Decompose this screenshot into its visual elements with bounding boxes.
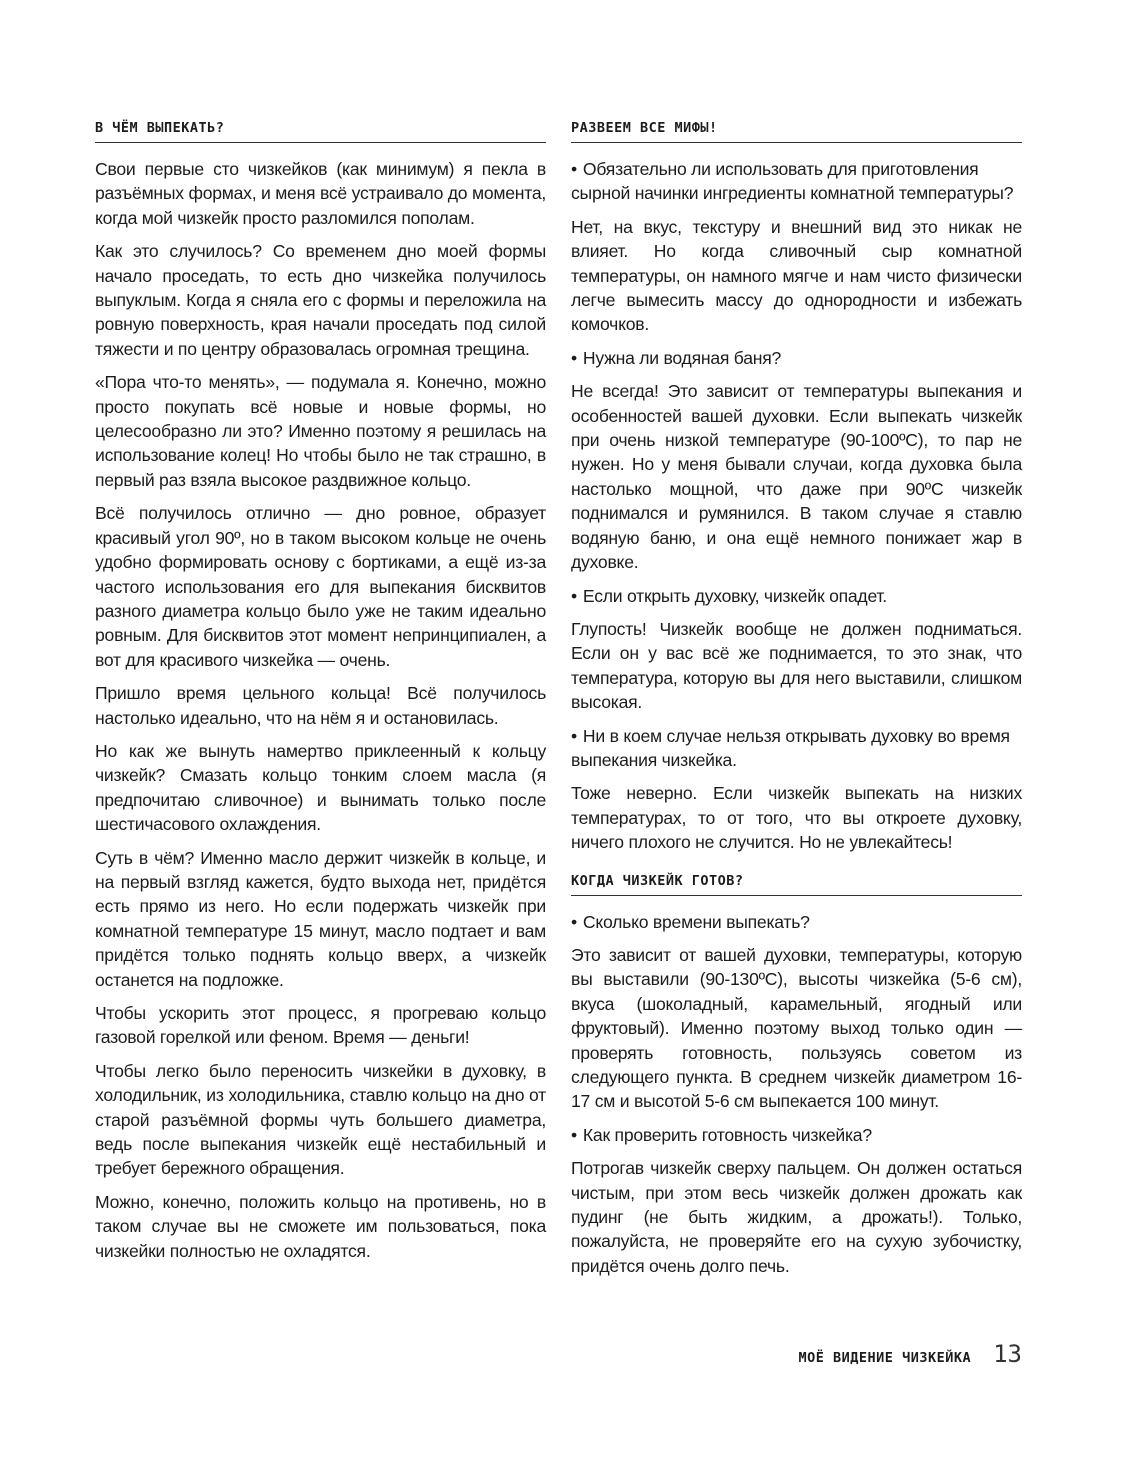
myth-answer: Нет, на вкус, текстуру и внешний вид это никак не влияет. Но когда сливочный сыр комнатной температуры, он намного мягче и нам чисто физически легче вымесить массу до однородности и избежать комочков. bbox=[571, 216, 1022, 335]
section-heading-ready: КОГДА ЧИЗКЕЙК ГОТОВ? bbox=[571, 871, 1022, 896]
paragraph: Можно, конечно, положить кольцо на противень, но в таком случае вы не сможете им пользоваться, пока чизкейки полностью не охладятся. bbox=[95, 1191, 546, 1261]
paragraph: Суть в чём? Именно масло держит чизкейк в кольце, и на первый взгляд кажется, будто выхода нет, придётся есть прямо из него. Но если подержать чизкейк при комнатной температуре 15 минут, масло подтает и вам придётся только поднять кольцо вверх, а чизкейк останется на подложке. bbox=[95, 847, 546, 990]
ready-question: • Как проверить готовность чизкейка? bbox=[571, 1124, 872, 1145]
running-title: МОЁ ВИДЕНИЕ ЧИЗКЕЙКА bbox=[798, 1350, 972, 1366]
myth-answer: Глупость! Чизкейк вообще не должен подниматься. Если он у вас всё же поднимается, то это знак, что температура, которую вы для него выставили, слишком высокая. bbox=[571, 618, 1022, 713]
paragraph: Свои первые сто чизкейков (как минимум) я пекла в разъёмных формах, и меня всё устраивало до момента, когда мой чизкейк просто разломился пополам. bbox=[95, 159, 546, 228]
paragraph: Но как же вынуть намертво приклеенный к кольцу чизкейк? Смазать кольцо тонким слоем масла (я предпочитаю сливочное) и вынимать только после шестичасового охлаждения. bbox=[95, 740, 546, 835]
ready-answer: Потрогав чизкейк сверху пальцем. Он должен остаться чистым, при этом весь чизкейк должен дрожать как пудинг (не быть жидким, а дрожать!). Только, пожалуйста, не проверяйте его на сухую зубочистку, придётся очень долго печь. bbox=[571, 1158, 1022, 1276]
page-number: 13 bbox=[993, 1340, 1022, 1368]
bullet-icon: • bbox=[571, 347, 577, 368]
myth-question: • Обязательно ли использовать для приготовления сырной начинки ингредиенты комнатной температуры? bbox=[571, 159, 1014, 204]
bullet-icon: • bbox=[571, 1124, 577, 1145]
paragraph: Чтобы ускорить этот процесс, я прогреваю кольцо газовой горелкой или феном. Время — деньги! bbox=[95, 1003, 546, 1048]
section-heading-myths: РАЗВЕЕМ ВСЕ МИФЫ! bbox=[571, 118, 1022, 143]
paragraph: Чтобы легко было переносить чизкейки в духовку, в холодильник, из холодильника, ставлю кольцо на дно от старой разъёмной формы чуть большего диаметра, ведь после выпекания чизкейк ещё нестабильный и требует бережного обращения. bbox=[95, 1060, 546, 1179]
page-footer bbox=[799, 1340, 1022, 1368]
bullet-icon: • bbox=[571, 725, 577, 746]
myth-answer: Тоже неверно. Если чизкейк выпекать на низких температурах, то от того, что вы откроете духовку, ничего плохого не случится. Но не увлекайтесь! bbox=[571, 783, 1022, 853]
myth-question: • Если открыть духовку, чизкейк опадет. bbox=[571, 585, 887, 606]
myth-question: • Нужна ли водяная баня? bbox=[571, 347, 782, 368]
paragraph: Пришло время цельного кольца! Всё получилось настолько идеально, что на нём я и остановилась. bbox=[95, 683, 546, 728]
paragraph: «Пора что-то менять», — подумала я. Конечно, можно просто покупать всё новые и новые формы, но целесообразно ли это? Именно поэтому я решилась на использование колец! Но чтобы было не так страшно, в первый раз взяла высокое раздвижное кольцо. bbox=[95, 372, 546, 490]
bullet-icon: • bbox=[571, 911, 577, 932]
left-column bbox=[95, 118, 546, 1272]
ready-answer: Это зависит от вашей духовки, температуры, которую вы выставили (90-130ºС), высоты чизкейка (5-6 см), вкуса (шоколадный, карамельный, ягодный или фруктовый). Именно поэтому выход только один — проверять готовность, пользуясь советом из следующего пункта. В среднем чизкейк диаметром 16-17 см и высотой 5-6 см выпекается 100 минут. bbox=[571, 944, 1022, 1112]
paragraph: Всё получилось отлично — дно ровное, образует красивый угол 90º, но в таком высоком кольце не очень удобно формировать основу с бортиками, а ещё из-за частого использования его для выпекания бисквитов разного диаметра кольцо было уже не таким идеально ровным. Для бисквитов этот момент непринципиален, а вот для красивого чизкейка — очень. bbox=[95, 503, 546, 670]
right-column bbox=[571, 118, 1022, 1287]
bullet-icon: • bbox=[571, 159, 577, 179]
section-heading-baking-pan: В ЧЁМ ВЫПЕКАТЬ? bbox=[95, 118, 546, 143]
myth-answer: Не всегда! Это зависит от температуры выпекания и особенностей вашей духовки. Если выпекать чизкейк при очень низкой температуре (90-100ºС), то пар не нужен. Но у меня бывали случаи, когда духовка была настолько мощной, что даже при 90ºС чизкейк поднимался и румянился. В таком случае я ставлю водяную баню, и она ещё немного понижает жар в духовке. bbox=[571, 381, 1022, 573]
paragraph: Как это случилось? Со временем дно моей формы начало проседать, то есть дно чизкейка получилось выпуклым. Когда я сняла его с формы и переложила на ровную поверхность, края начали проседать под силой тяжести и по центру образовалась огромная трещина. bbox=[95, 241, 546, 359]
bullet-icon: • bbox=[571, 585, 577, 606]
myth-question: • Ни в коем случае нельзя открывать духовку во время выпекания чизкейка. bbox=[571, 725, 1010, 770]
ready-question: • Сколько времени выпекать? bbox=[571, 911, 810, 932]
